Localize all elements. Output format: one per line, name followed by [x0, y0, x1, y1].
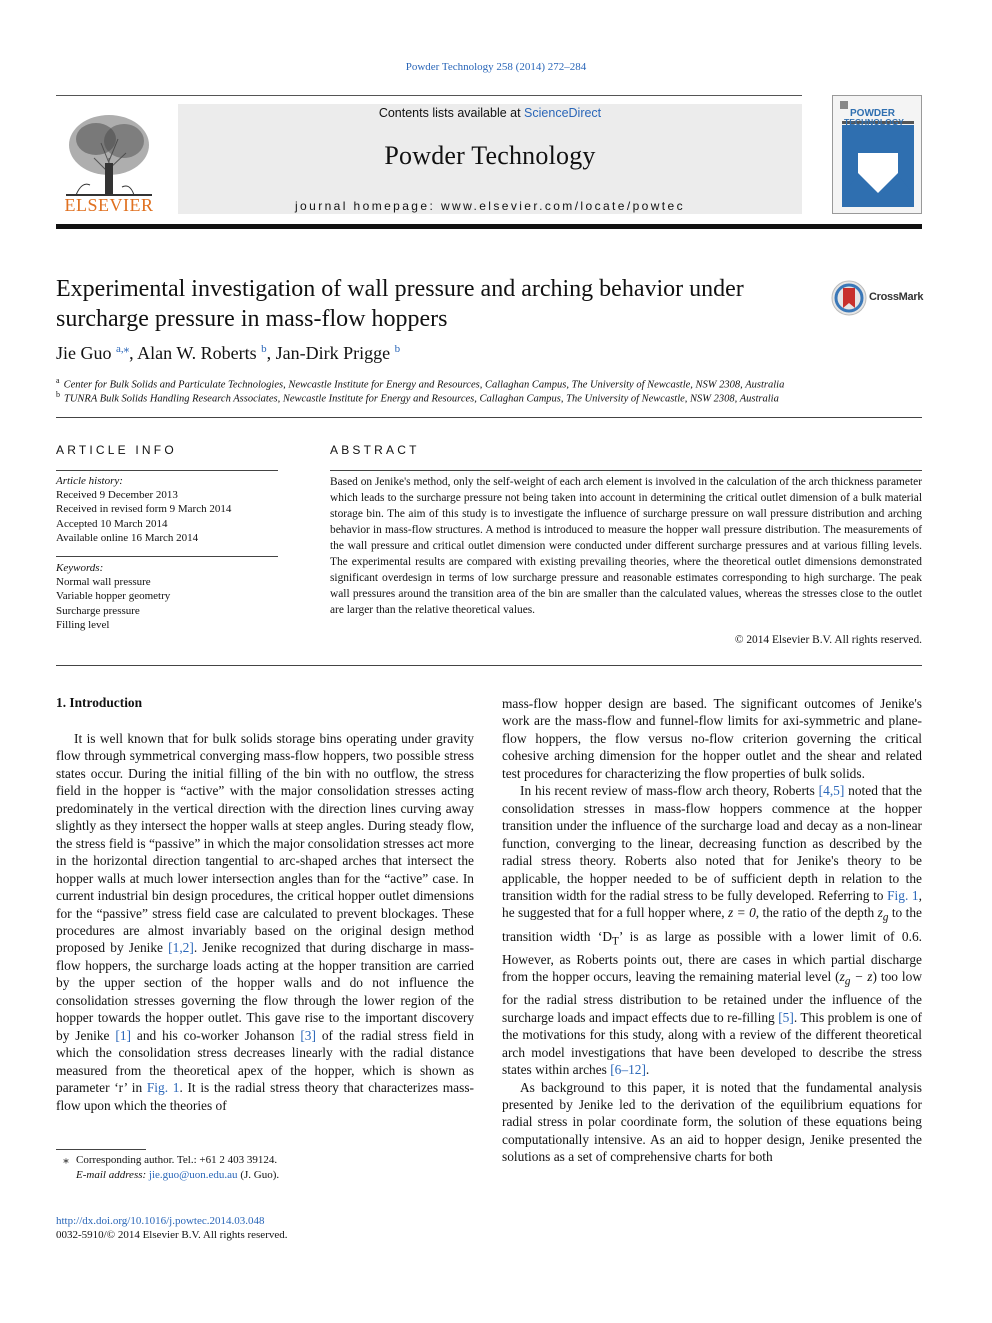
history-item: Accepted 10 March 2014 — [56, 517, 168, 530]
figure-link[interactable]: Fig. 1 — [146, 1080, 180, 1096]
keywords-rule — [56, 556, 278, 557]
article-info-heading: ARTICLE INFO — [56, 443, 177, 457]
keyword-item: Filling level — [56, 618, 110, 631]
text-run: noted that the consolidation stresses in mass-flow hoppers commence at the hopper transition under the influence of the surcharge load and decay as a non-linear function, converging to the linear, decreasing function as described by the radial stress theory. Roberts also noted that for Jenike's theory to be applicable, the hopper needed to be of sufficient depth in relation to the transition width for the radial stress to be fully developed. Referring to — [502, 783, 923, 903]
text-run: . — [645, 1062, 650, 1078]
body-left-column — [56, 730, 474, 1114]
affiliation-marker: a — [56, 376, 60, 385]
paragraph: mass-flow hopper design are based. The significant outcomes of Jenike's work are the mass-flow and funnel-flow limits for axi-symmetric and plane-flow hoppers, the flow versus no-flow criterion governing the critical cohesive arching dimension for the hopper outlet and the shear and related test procedures for characterizing the flow properties of bulk solids. — [502, 696, 922, 781]
text-run: , the ratio of the depth — [755, 905, 878, 921]
author-name[interactable]: Alan W. Roberts — [137, 343, 257, 363]
affiliation-rule — [56, 417, 922, 418]
text-run: of the radial stress field in which the consolidation stress decreases linearly with the radial distance measured from the theoretical apex of the hopper, which is shown as parameter ‘r’ in — [56, 1027, 475, 1096]
article-title-line-1: Experimental investigation of wall pressure and arching behavior under — [56, 276, 744, 302]
email-suffix: (J. Guo). — [237, 1169, 280, 1181]
author-name[interactable]: Jie Guo — [56, 343, 112, 363]
footnote-marker: ⁎ — [63, 1154, 69, 1166]
text-run: It is well known that for bulk solids storage bins operating under gravity flow through symmetrical converging mass-flow hoppers, two possible stress states occur. During the initial filling of the bin with no outflow, the stress field in the hopper is “active” with the major consolidation stresses acting predominately in the vertical direction with the direction lines curving away slightly as they intersect the hopper walls at steep angles. During steady flow, the stress field is “passive” in which the major consolidation stresses act more in the horizontal direction tangential to arc-shaped arches that intersect the hopper walls at much lower intersection angles than for the “active” case. In current industrial bin design procedures, the critical hopper outlet dimensions for the “passive” stress field case are calculated to prevent blockages. These procedures are almost invariably based on the original design method proposed by Jenike — [56, 731, 474, 956]
text-run: ) too low for the radial stress distribution to be retained under the influence of the surcharge loads and impact effects due to re-filling — [502, 969, 923, 1025]
cover-title-line-1: POWDER — [850, 108, 895, 119]
text-run: and his co-worker Johanson — [131, 1027, 301, 1043]
reference-link[interactable]: [3] — [300, 1027, 316, 1043]
elsevier-wordmark: ELSEVIER — [64, 195, 154, 215]
affiliation-text: TUNRA Bulk Solids Handling Research Associates, Newcastle Institute for Energy and Resources, Callaghan Campus, The University of Newcastle, NSW 2308, Australia — [64, 393, 779, 405]
affiliation-b — [56, 390, 922, 405]
journal-citation[interactable]: Powder Technology 258 (2014) 272–284 — [405, 61, 587, 73]
text-run: to the transition width ‘D — [502, 905, 922, 944]
header-top-rule — [56, 95, 802, 96]
abstract-copyright: © 2014 Elsevier B.V. All rights reserved. — [734, 634, 922, 646]
reference-link[interactable]: [1] — [115, 1027, 132, 1043]
math-inline: z — [877, 905, 883, 921]
author-affiliation-marker[interactable]: b — [394, 343, 401, 355]
math-subscript: g — [844, 975, 851, 988]
author-list: Jie Guo $^{a,⁎}$, Alan W. Roberts $^b$, Jan-Dirk Prigge $^b$ — [56, 343, 401, 363]
paragraph — [56, 730, 474, 1114]
body-right-column — [502, 695, 922, 1166]
reference-link[interactable]: [5] — [778, 1009, 794, 1025]
math-inline: − z — [850, 969, 873, 985]
paragraph — [502, 782, 922, 1078]
history-label: Article history: — [56, 475, 123, 487]
email-footnote — [76, 1168, 494, 1183]
email-label: E-mail address: — [76, 1169, 147, 1181]
math-subscript: T — [612, 935, 619, 948]
homepage-url[interactable]: www.elsevier.com/locate/powtec — [440, 199, 686, 213]
homepage-label: journal homepage: — [294, 199, 441, 213]
math-inline: z — [839, 969, 845, 985]
header-thick-rule — [56, 224, 922, 229]
keyword-item: Surcharge pressure — [56, 604, 140, 617]
author-name[interactable]: Jan-Dirk Prigge — [275, 343, 391, 363]
issn-copyright: 0032-5910/© 2014 Elsevier B.V. All rights reserved. — [56, 1229, 288, 1241]
author-affiliation-marker[interactable]: b — [261, 343, 267, 355]
history-item: Available online 16 March 2014 — [56, 531, 199, 544]
section-heading: 1. Introduction — [56, 695, 143, 710]
keyword-item: Variable hopper geometry — [56, 590, 171, 603]
corresponding-author-text: Corresponding author. Tel.: +61 2 403 39124. — [76, 1154, 278, 1166]
affiliation-marker: b — [56, 390, 60, 399]
email-link[interactable]: jie.guo@uon.edu.au — [148, 1169, 238, 1181]
crossmark-icon — [831, 280, 867, 316]
crossmark-badge[interactable] — [831, 280, 926, 316]
contents-line — [178, 106, 802, 120]
article-title — [56, 274, 816, 334]
article-info-rule — [56, 470, 278, 471]
affiliation-a — [56, 376, 922, 391]
cover-title-line-2: TECHNOLOGY — [844, 117, 904, 127]
keywords-label: Keywords: — [56, 562, 104, 574]
text-run: . This problem is one of the motivations for this study, along with a review of the different theoretical arch model investigations that have been developed to describe the stress states within arches — [502, 1009, 922, 1078]
sciencedirect-link[interactable]: ScienceDirect — [524, 106, 602, 120]
text-run: . Jenike recognized that during discharge in mass-flow hoppers, the surcharge loads acting at the hopper transition are carried by the upper section of the hopper walls and do not influence the consolidation stresses governing the flow through the lower region of the hopper towards the hopper outlet. This gave rise to the important discovery by Jenike — [56, 940, 474, 1043]
text-run: In his recent review of mass-flow arch theory, Roberts — [520, 783, 819, 799]
reference-link[interactable]: [1,2] — [168, 940, 194, 956]
history-item: Received in revised form 9 March 2014 — [56, 503, 232, 516]
journal-name: Powder Technology — [384, 141, 596, 170]
abstract-bottom-rule — [56, 665, 922, 666]
corresponding-author-footnote — [56, 1153, 474, 1168]
article-title-line-2: surcharge pressure in mass-flow hoppers — [56, 306, 448, 332]
contents-prefix: Contents lists available at — [378, 106, 525, 120]
crossmark-label: CrossMark — [869, 291, 924, 303]
article-history — [56, 474, 278, 545]
text-run: ’ is as large as possible with a lower limit of 0.6. However, as Roberts points out, there are cases in which partial discharge from the hopper occurs, leaving the remaining material level ( — [502, 928, 922, 985]
keyword-item: Normal wall pressure — [56, 576, 151, 589]
text-run: , he suggested that for a full hopper where, — [502, 887, 922, 921]
journal-homepage — [178, 199, 802, 213]
abstract-rule — [330, 470, 922, 471]
journal-cover-thumbnail[interactable] — [832, 95, 922, 214]
author-affiliation-marker[interactable]: a,⁎ — [116, 343, 130, 355]
math-subscript: g — [882, 912, 889, 925]
affiliation-text: Center for Bulk Solids and Particulate Technologies, Newcastle Institute for Energy and Resources, Callaghan Campus, The University of Newcastle, NSW 2308, Australia — [63, 379, 785, 391]
abstract-text: Based on Jenike's method, only the self-weight of each arch element is involved in the calculation of the arch thickness parameter which leads to the surcharge pressure not being taken into account in determining the critical outlet dimension of a bulk material storage bin. The aim of this study is to investigate the influence of surcharge pressure on wall pressure distribution and arching behavior in mass-flow structures. A method is introduced to measure the hopper wall pressure distribution. The measurements of the wall pressure and critical outlet dimension were conducted under different surcharge pressures and at various filling levels. The experimental results are compared with existing prevailing theories, where the theoretical outlet dimensions demonstrated significant overdesign in terms of low surcharge pressure and reasonable estimates corresponding to high surcharge. The peak wall pressures around the transition area of the bin are smaller than the calculated values, whereas the stresses close to the outlet are larger than the relative theoretical values. — [330, 476, 922, 616]
math-inline: z = 0 — [728, 905, 756, 921]
figure-link[interactable]: Fig. 1 — [887, 887, 919, 903]
reference-link[interactable]: [6–12] — [610, 1062, 646, 1078]
history-item: Received 9 December 2013 — [56, 489, 178, 502]
keywords-block — [56, 561, 278, 632]
doi-link[interactable]: http://dx.doi.org/10.1016/j.powtec.2014.03.048 — [56, 1215, 265, 1227]
reference-link[interactable]: [4,5] — [818, 783, 845, 799]
text-run: . It is the radial stress theory that characterizes mass-flow upon which the theories of — [56, 1080, 474, 1113]
footnote-rule — [56, 1149, 146, 1150]
paragraph: As background to this paper, it is noted that the fundamental analysis presented by Jenike led to the derivation of the equilibrium equations for radial stress in polar coordinate form, the solution of these equations being computationally intensive. As an aid to hopper design, Jenike presented the solutions as a set of comprehensive charts for both — [502, 1079, 922, 1165]
abstract-heading: ABSTRACT — [330, 443, 420, 457]
elsevier-logo[interactable] — [56, 103, 162, 215]
